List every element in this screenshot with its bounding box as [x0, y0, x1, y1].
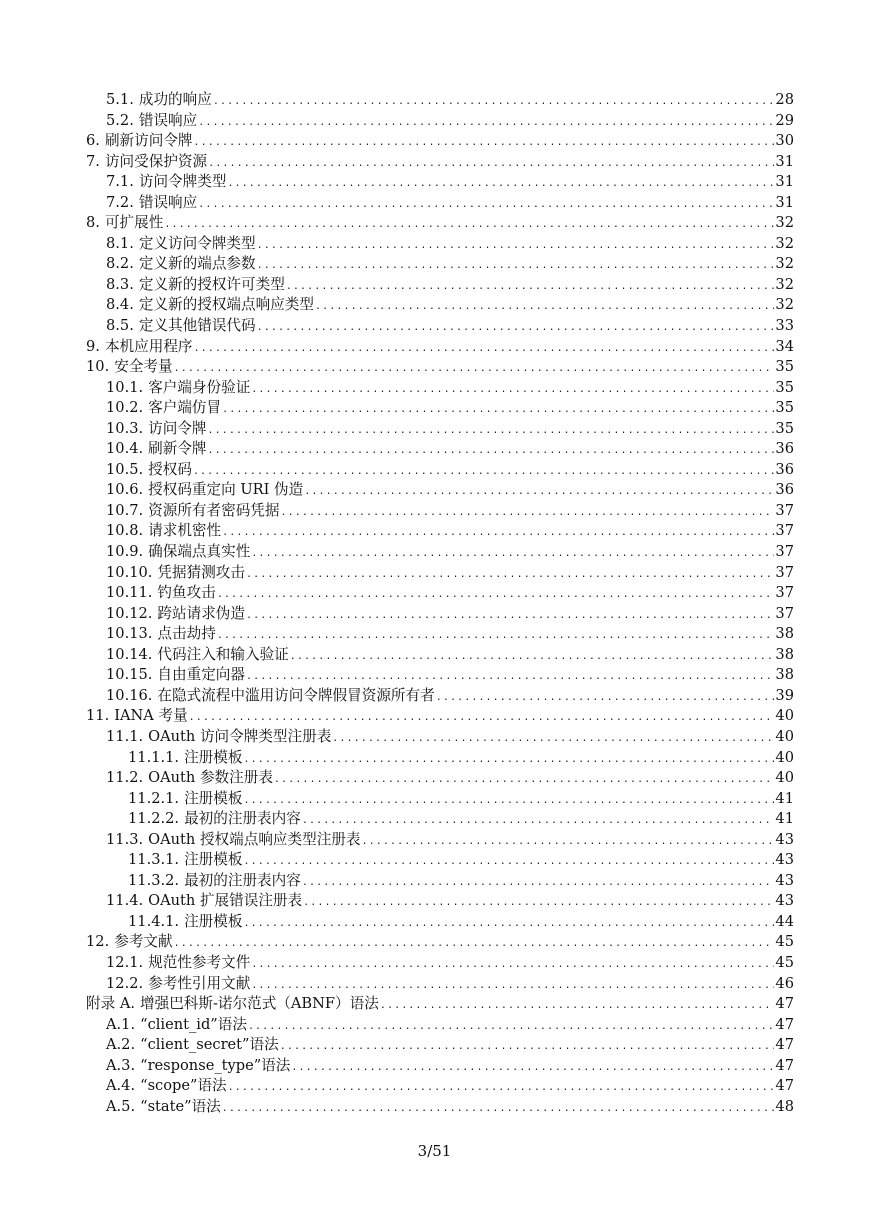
- dot-leader: [315, 297, 774, 318]
- toc-entry-number: 5.2.: [106, 111, 134, 129]
- dot-leader: [217, 585, 775, 606]
- toc-entry[interactable]: [86, 480, 794, 501]
- toc-entry-title: IANA 考量: [114, 707, 188, 725]
- toc-entry-page: 43: [775, 830, 794, 848]
- dot-leader: [290, 647, 775, 668]
- toc-entry[interactable]: [86, 152, 794, 173]
- toc-entry-title: 客户端身份验证: [148, 378, 251, 396]
- toc-entry-number: A.2.: [106, 1036, 136, 1054]
- toc-entry[interactable]: [86, 439, 794, 460]
- toc-entry-title: 本机应用程序: [104, 337, 193, 355]
- toc-entry[interactable]: [86, 768, 794, 789]
- toc-entry-title: 定义访问令牌类型: [138, 234, 256, 252]
- toc-entry-number: 11.3.2.: [128, 871, 180, 889]
- toc-entry-number: 10.16.: [106, 686, 153, 704]
- toc-entry-title: 定义其他错误代码: [138, 317, 256, 335]
- toc-entry-title: 注册模板: [184, 912, 243, 930]
- toc-entry-page: 37: [775, 584, 794, 602]
- toc-entry-title: OAuth 扩展错误注册表: [148, 892, 303, 910]
- toc-entry-title: 刷新令牌: [148, 440, 207, 458]
- dot-leader: [302, 811, 775, 832]
- toc-entry[interactable]: [86, 460, 794, 481]
- toc-entry-page: 47: [775, 1015, 794, 1033]
- dot-leader: [257, 256, 775, 277]
- dot-leader: [174, 934, 775, 955]
- toc-entry[interactable]: [86, 583, 794, 604]
- toc-entry-page: 47: [775, 1056, 794, 1074]
- toc-entry-number: 11.1.1.: [128, 748, 180, 766]
- toc-entry-page: 45: [775, 953, 794, 971]
- toc-entry-title: 参考文献: [114, 933, 173, 951]
- toc-entry-page: 47: [775, 995, 794, 1013]
- toc-entry-title: 参考性引用文献: [148, 974, 251, 992]
- dot-leader: [222, 523, 774, 544]
- toc-entry-page: 31: [775, 193, 794, 211]
- toc-entry[interactable]: [86, 789, 794, 810]
- dot-leader: [304, 482, 774, 503]
- toc-entry-page: 35: [775, 378, 794, 396]
- toc-entry-number: 10.11.: [106, 584, 153, 602]
- toc-entry[interactable]: [86, 275, 794, 296]
- toc-entry-number: 8.3.: [106, 275, 134, 293]
- toc-entry[interactable]: [86, 665, 794, 686]
- dot-leader: [208, 421, 775, 442]
- toc-entry-title: 代码注入和输入验证: [157, 645, 289, 663]
- toc-entry-title: “state”语法: [140, 1097, 221, 1115]
- toc-entry-page: 37: [775, 543, 794, 561]
- dot-leader: [164, 215, 774, 236]
- toc-entry-number: A.1.: [106, 1015, 136, 1033]
- toc-entry-title: 注册模板: [184, 851, 243, 869]
- toc-entry-title: 在隐式流程中滥用访问令牌假冒资源所有者: [157, 686, 435, 704]
- toc-entry[interactable]: [86, 419, 794, 440]
- toc-entry-page: 29: [775, 111, 794, 129]
- toc-entry-page: 43: [775, 851, 794, 869]
- toc-entry[interactable]: [86, 337, 794, 358]
- toc-entry[interactable]: [86, 501, 794, 522]
- toc-entry-number: 11.1.: [106, 727, 144, 745]
- toc-entry-page: 39: [775, 686, 794, 704]
- dot-leader: [222, 1099, 775, 1120]
- toc-entry-number: 9.: [86, 337, 100, 355]
- toc-entry-page: 40: [775, 727, 794, 745]
- toc-entry-title: 错误响应: [138, 111, 198, 129]
- toc-entry-title: OAuth 授权端点响应类型注册表: [148, 830, 361, 848]
- toc-entry-number: 11.2.1.: [128, 789, 180, 807]
- page-number: 3/51: [417, 1142, 452, 1160]
- toc-entry-page: 38: [775, 625, 794, 643]
- toc-entry-number: 7.2.: [106, 193, 134, 211]
- toc-entry-page: 35: [775, 399, 794, 417]
- toc-entry-title: 可扩展性: [104, 214, 164, 232]
- dot-leader: [208, 154, 774, 175]
- toc-entry-number: 10.15.: [106, 666, 153, 684]
- toc-entry[interactable]: [86, 193, 794, 214]
- dot-leader: [227, 174, 774, 195]
- toc-entry-page: 35: [775, 419, 794, 437]
- dot-leader: [251, 544, 774, 565]
- toc-entry-title: 客户端仿冒: [148, 399, 222, 417]
- toc-entry-page: 43: [775, 892, 794, 910]
- toc-entry-page: 43: [775, 871, 794, 889]
- dot-leader: [194, 339, 775, 360]
- toc-entry[interactable]: [86, 172, 794, 193]
- toc-entry-number: 11.4.1.: [128, 912, 180, 930]
- dot-leader: [194, 133, 775, 154]
- toc-entry-number: 12.1.: [106, 953, 144, 971]
- toc-entry-title: 最初的注册表内容: [184, 871, 301, 889]
- dot-leader: [286, 277, 775, 298]
- toc-entry-page: 36: [775, 481, 794, 499]
- toc-entry[interactable]: [86, 1035, 794, 1056]
- toc-entry-number: 10.14.: [106, 645, 153, 663]
- toc-entry-page: 32: [775, 275, 794, 293]
- toc-entry-number: 11.: [86, 707, 110, 725]
- toc-entry-page: 38: [775, 666, 794, 684]
- dot-leader: [251, 955, 774, 976]
- dot-leader: [246, 606, 774, 627]
- dot-leader: [217, 626, 775, 647]
- toc-entry-number: 10.: [86, 358, 110, 376]
- toc-entry-title: “client_secret”语法: [140, 1036, 279, 1054]
- toc-entry[interactable]: [86, 912, 794, 933]
- toc-entry-title: 确保端点真实性: [148, 543, 251, 561]
- toc-entry-page: 37: [775, 563, 794, 581]
- toc-entry-title: OAuth 访问令牌类型注册表: [148, 727, 332, 745]
- dot-leader: [193, 462, 774, 483]
- toc-entry-page: 36: [775, 460, 794, 478]
- toc-entry-page: 34: [775, 337, 794, 355]
- toc-entry-page: 32: [775, 255, 794, 273]
- dot-leader: [174, 359, 775, 380]
- dot-leader: [228, 1078, 775, 1099]
- toc-entry[interactable]: [86, 994, 794, 1015]
- toc-entry[interactable]: [86, 727, 794, 748]
- toc-entry[interactable]: [86, 686, 794, 707]
- toc-entry-title: OAuth 参数注册表: [148, 769, 273, 787]
- toc-entry-number: 10.2.: [106, 399, 144, 417]
- toc-entry[interactable]: [86, 706, 794, 727]
- toc-entry-page: 41: [775, 789, 794, 807]
- toc-entry-number: 6.: [86, 132, 100, 150]
- toc-entry-number: 8.1.: [106, 234, 134, 252]
- toc-entry[interactable]: [86, 316, 794, 337]
- dot-leader: [222, 400, 774, 421]
- toc-entry-page: 35: [775, 358, 794, 376]
- toc-entry[interactable]: [86, 1097, 794, 1118]
- toc-entry-number: 8.: [86, 214, 100, 232]
- toc-entry[interactable]: [86, 809, 794, 830]
- dot-leader: [274, 770, 775, 791]
- toc-entry[interactable]: [86, 891, 794, 912]
- dot-leader: [280, 1037, 775, 1058]
- toc-entry[interactable]: [86, 850, 794, 871]
- toc-entry-page: 38: [775, 645, 794, 663]
- toc-entry[interactable]: [86, 974, 794, 995]
- toc-entry-number: 12.2.: [106, 974, 144, 992]
- toc-entry-page: 48: [775, 1097, 794, 1115]
- toc-entry-number: 5.1.: [106, 91, 134, 108]
- toc-entry-number: 10.5.: [106, 460, 144, 478]
- toc-entry-page: 30: [775, 132, 794, 150]
- toc-entry-title: 授权码重定向 URI 伪造: [148, 481, 304, 499]
- toc-entry-number: A.5.: [106, 1097, 136, 1115]
- toc-entry[interactable]: [86, 234, 794, 255]
- toc-entry[interactable]: [86, 645, 794, 666]
- dot-leader: [257, 318, 775, 339]
- toc-entry-title: 请求机密性: [148, 522, 222, 540]
- toc-entry-title: 访问令牌类型: [138, 173, 227, 191]
- toc-entry-title: 注册模板: [184, 789, 243, 807]
- toc-entry-page: 40: [775, 707, 794, 725]
- toc-entry-title: “scope”语法: [140, 1077, 227, 1095]
- toc-entry-title: 安全考量: [114, 358, 173, 376]
- toc-entry-number: 附录 A.: [86, 995, 136, 1013]
- dot-leader: [243, 914, 774, 935]
- toc-entry[interactable]: [86, 90, 794, 111]
- toc-entry-page: 41: [775, 810, 794, 828]
- toc-entry-title: 自由重定向器: [157, 666, 245, 684]
- toc-entry-number: 10.10.: [106, 563, 153, 581]
- toc-entry-title: 授权码: [148, 460, 192, 478]
- toc-entry-title: 访问受保护资源: [104, 152, 208, 170]
- dot-leader: [213, 92, 775, 113]
- dot-leader: [303, 893, 774, 914]
- toc-entry-title: 点击劫持: [157, 625, 216, 643]
- toc-entry[interactable]: [86, 357, 794, 378]
- toc-entry-title: 凭据猜测攻击: [157, 563, 245, 581]
- toc-entry-number: 10.4.: [106, 440, 144, 458]
- toc-entry[interactable]: [86, 542, 794, 563]
- toc-entry[interactable]: [86, 131, 794, 152]
- toc-entry-page: 40: [775, 769, 794, 787]
- dot-leader: [198, 113, 774, 134]
- dot-leader: [380, 996, 775, 1017]
- dot-leader: [248, 1017, 774, 1038]
- toc-entry-page: 44: [775, 912, 794, 930]
- toc-entry[interactable]: [86, 1056, 794, 1077]
- toc-entry[interactable]: [86, 932, 794, 953]
- toc-entry[interactable]: [86, 1015, 794, 1036]
- toc-entry-page: 46: [775, 974, 794, 992]
- toc-entry-number: 7.1.: [106, 173, 134, 191]
- toc-entry-page: 32: [775, 214, 794, 232]
- toc-entry-title: 访问令牌: [148, 419, 207, 437]
- toc-entry-title: 跨站请求伪造: [157, 604, 245, 622]
- toc-entry-page: 47: [775, 1036, 794, 1054]
- toc-entry[interactable]: [86, 295, 794, 316]
- toc-entry-title: 最初的注册表内容: [184, 810, 301, 828]
- toc-entry[interactable]: [86, 748, 794, 769]
- toc-entry-number: 10.9.: [106, 543, 144, 561]
- dot-leader: [208, 441, 775, 462]
- toc-entry[interactable]: [86, 213, 794, 234]
- toc-entry-title: 错误响应: [138, 193, 198, 211]
- toc-entry[interactable]: [86, 111, 794, 132]
- toc-entry-number: 10.3.: [106, 419, 144, 437]
- toc-entry[interactable]: [86, 254, 794, 275]
- toc-entry-number: 10.6.: [106, 481, 144, 499]
- toc-entry[interactable]: [86, 1076, 794, 1097]
- toc-entry[interactable]: [86, 953, 794, 974]
- dot-leader: [251, 380, 774, 401]
- toc-entry-number: 11.3.1.: [128, 851, 180, 869]
- table-of-contents: [86, 90, 794, 1117]
- toc-entry-title: “client_id”语法: [140, 1015, 247, 1033]
- toc-entry-title: “response_type”语法: [140, 1056, 291, 1074]
- toc-entry-page: 28: [775, 91, 794, 108]
- toc-entry-number: 10.13.: [106, 625, 153, 643]
- toc-entry[interactable]: [86, 604, 794, 625]
- toc-entry-number: 7.: [86, 152, 100, 170]
- toc-entry-title: 定义新的授权许可类型: [138, 275, 285, 293]
- dot-leader: [243, 750, 774, 771]
- toc-entry-number: 11.2.: [106, 769, 144, 787]
- toc-entry-page: 37: [775, 501, 794, 519]
- dot-leader: [246, 565, 774, 586]
- toc-entry[interactable]: [86, 830, 794, 851]
- toc-entry-number: 8.4.: [106, 296, 134, 314]
- toc-entry-title: 注册模板: [184, 748, 243, 766]
- dot-leader: [243, 852, 774, 873]
- toc-entry-page: 37: [775, 522, 794, 540]
- toc-entry-number: 10.7.: [106, 501, 144, 519]
- toc-entry-number: 11.3.: [106, 830, 144, 848]
- dot-leader: [198, 195, 774, 216]
- toc-entry-page: 33: [775, 317, 794, 335]
- toc-entry-page: 31: [775, 152, 794, 170]
- toc-entry-number: 10.1.: [106, 378, 144, 396]
- toc-entry-number: 8.5.: [106, 317, 134, 335]
- dot-leader: [281, 503, 775, 524]
- toc-entry-number: A.4.: [106, 1077, 136, 1095]
- dot-leader: [189, 708, 775, 729]
- toc-entry-title: 定义新的授权端点响应类型: [138, 296, 314, 314]
- toc-entry-page: 32: [775, 234, 794, 252]
- dot-leader: [291, 1058, 774, 1079]
- toc-entry-title: 刷新访问令牌: [104, 132, 193, 150]
- toc-entry-page: 36: [775, 440, 794, 458]
- toc-entry[interactable]: [86, 871, 794, 892]
- toc-entry-number: 11.4.: [106, 892, 144, 910]
- toc-entry-title: 成功的响应: [138, 91, 212, 108]
- dot-leader: [243, 791, 774, 812]
- toc-entry-title: 规范性参考文件: [148, 953, 251, 971]
- dot-leader: [302, 873, 775, 894]
- toc-entry-page: 37: [775, 604, 794, 622]
- toc-entry-page: 47: [775, 1077, 794, 1095]
- toc-entry[interactable]: [86, 398, 794, 419]
- dot-leader: [246, 667, 774, 688]
- toc-entry[interactable]: [86, 563, 794, 584]
- toc-entry-number: 10.8.: [106, 522, 144, 540]
- toc-entry-title: 钓鱼攻击: [157, 584, 216, 602]
- toc-entry-page: 31: [775, 173, 794, 191]
- toc-entry[interactable]: [86, 624, 794, 645]
- toc-entry-page: 45: [775, 933, 794, 951]
- toc-entry-page: 40: [775, 748, 794, 766]
- dot-leader: [436, 688, 775, 709]
- toc-entry-title: 定义新的端点参数: [138, 255, 256, 273]
- toc-entry-title: 资源所有者密码凭据: [148, 501, 280, 519]
- toc-entry-page: 32: [775, 296, 794, 314]
- dot-leader: [251, 976, 774, 997]
- toc-entry-number: 11.2.2.: [128, 810, 180, 828]
- toc-entry[interactable]: [86, 521, 794, 542]
- dot-leader: [332, 729, 774, 750]
- toc-entry-number: 12.: [86, 933, 110, 951]
- toc-entry-number: 8.2.: [106, 255, 134, 273]
- toc-entry-number: 10.12.: [106, 604, 153, 622]
- toc-entry[interactable]: [86, 378, 794, 399]
- toc-entry-title: 增强巴科斯-诺尔范式（ABNF）语法: [140, 995, 379, 1013]
- dot-leader: [361, 832, 774, 853]
- toc-entry-number: A.3.: [106, 1056, 136, 1074]
- dot-leader: [257, 236, 775, 257]
